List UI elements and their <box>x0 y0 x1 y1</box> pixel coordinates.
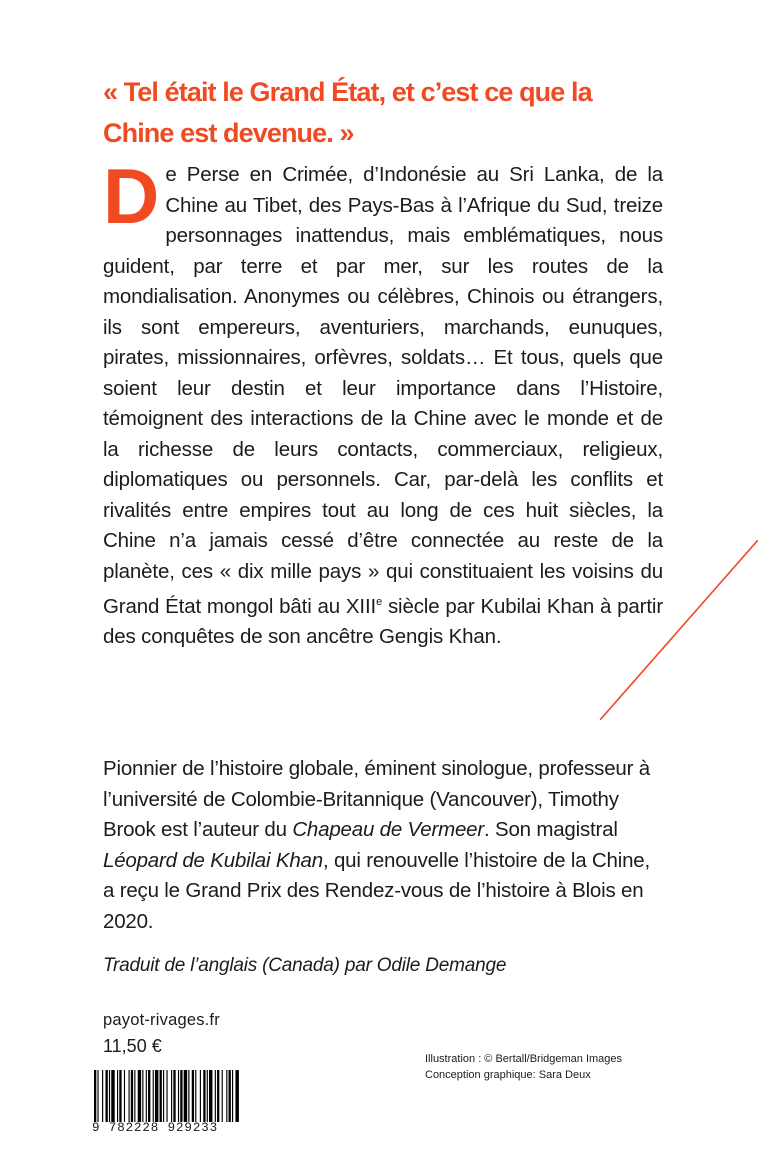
publisher-website: payot-rivages.fr <box>103 1011 220 1029</box>
decorative-orange-line <box>600 540 758 720</box>
author-bio <box>103 754 663 937</box>
bio-text-1: Pionnier de l’histoire globale, éminent sinologue, professeur à l’université de Colombie-Britannique (Vancouver), Timothy Brook est l’auteur du <box>103 757 650 841</box>
bio-text-2: . Son magistral <box>483 818 618 841</box>
isbn-digits: 9 782228 929233 <box>92 1121 219 1135</box>
drop-cap: D <box>103 152 158 240</box>
price: 11,50 € <box>103 1036 162 1056</box>
book-title-1: Chapeau de Vermeer <box>292 818 484 841</box>
translator-credit: Traduit de l’anglais (Canada) par Odile Demange <box>103 955 507 976</box>
barcode <box>92 1070 242 1122</box>
superscript-e: e <box>376 596 383 608</box>
synopsis-text-2: siècle par Kubilai Khan à partir des conquêtes de son ancêtre Gengis Khan. <box>103 594 663 649</box>
book-title-2: Léopard de Kubilai Khan <box>103 848 323 872</box>
bio-text-3: , qui renouvelle l’histoire de la Chine, a reçu le Grand Prix des Rendez-vous de l’histoire à Blois en 2020. <box>103 848 650 933</box>
image-credits <box>425 1051 665 1083</box>
illustration-credit: Illustration : © Bertall/Bridgeman Images <box>425 1053 623 1065</box>
back-cover-quote: « Tel était le Grand État, et c’est ce que la Chine est devenue. » <box>103 77 592 148</box>
synopsis-text-1: e Perse en Crimée, d’Indonésie au Sri Lanka, de la Chine au Tibet, des Pays-Bas à l’Afrique du Sud, treize personnages inattendus, mais emblématiques, nous guident, par terre et par mer, sur les routes de la mondialisation. Anonymes ou célèbres, Chinois ou étrangers, ils sont empereurs, aventuriers, marchands, eunuques, pirates, missionnaires, orfèvres, soldats… Et tous, quels que soient leur destin et leur importance dans l’Histoire, témoignent des interactions de la Chine avec le monde et de la richesse de leurs contacts, commerciaux, religieux, diplomatiques ou personnels. Car, par-delà les conflits et rivalités entre empires tout au long de ces huit siècles, la Chine n’a jamais cessé d’être connectée au reste de la planète, ces « dix mille pays » qui constituaient les voisins du Grand État mongol bâti au XIII <box>103 163 663 618</box>
design-credit: Conception graphique: Sara Deux <box>425 1069 591 1081</box>
synopsis-paragraph <box>103 152 663 653</box>
